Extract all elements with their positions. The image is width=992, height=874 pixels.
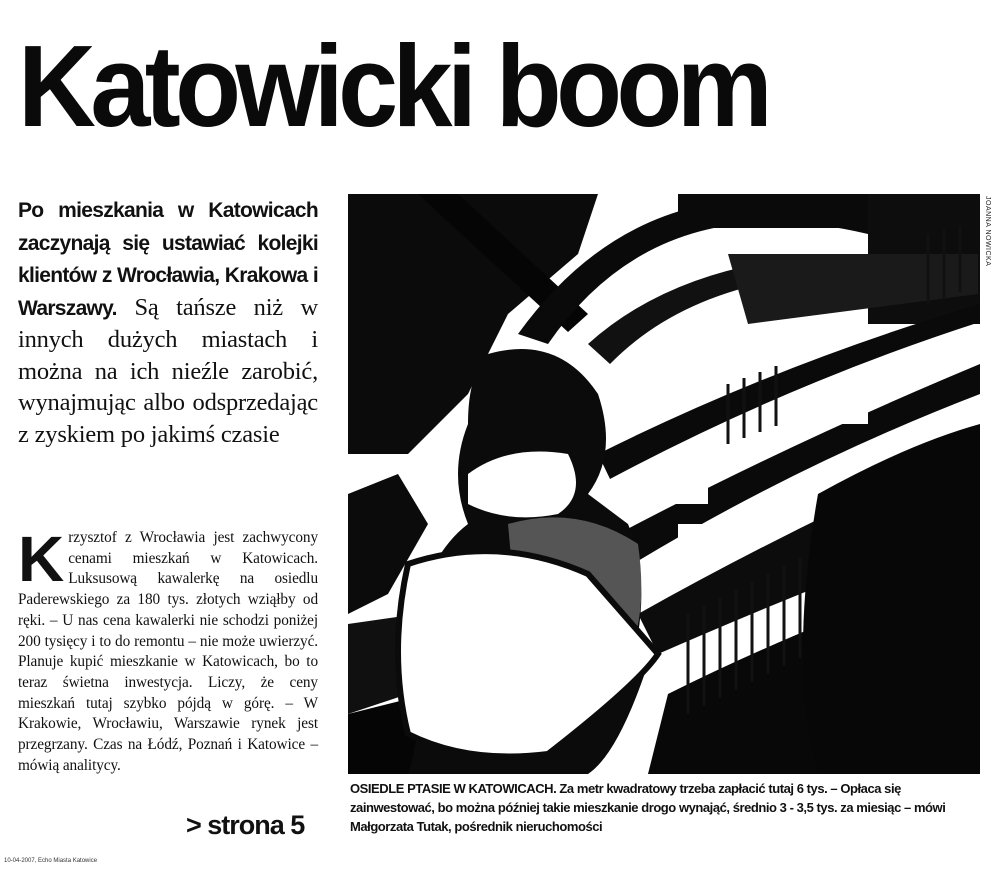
lead-paragraph (18, 194, 318, 450)
source-footer: 10-04-2007, Echo Miasta Katowice (4, 858, 98, 864)
article-photo (348, 194, 980, 774)
body-text-content: rzysztof z Wrocławia jest zachwycony cenami mieszkań w Katowicach. Luksusową kawalerkę na osiedlu Paderewskiego za 180 tys. złotych wziąłby od ręki. – U nas cena kawalerki nie schodzi poniżej 200 tysięcy i to do remontu – nie może uwierzyć. Planuje kupić mieszkanie w Katowicach, bo to teraz świetna inwestycja. Liczy, że ceny mieszkań tutaj szybko pójdą w górę. – W Krakowie, Wrocławiu, Warszawie rynek jest przegrzany. Czas na Łódź, Poznań i Katowice – mówią analitycy. (18, 529, 318, 774)
continued-on-page-link[interactable]: > strona 5 (186, 810, 305, 840)
lead-normal-text: Są tańsze niż w innych dużych miastach i można na ich nieźle zarobić, wynajmując albo odsprzedając z zyskiem po jakimś czasie (18, 293, 319, 448)
photo-building-with-balconies (348, 194, 980, 774)
lead-bold-text: Po mieszkania w Katowicach zaczynają się ustawiać kolejki klientów z Wrocławia, Krakowa i Warszawy. (18, 199, 318, 320)
photo-credit: JOANNA NOWICKA (984, 196, 991, 267)
caption-text: Za metr kwadratowy trzeba zapłacić tutaj 6 tys. – Opłaca się zainwestować, bo można później takie mieszkanie drogo wynająć, średnio 3 - 3,5 tys. za miesiąc – mówi Małgorzata Tutak, pośrednik nieruchomości (350, 781, 946, 834)
body-text (18, 523, 318, 776)
caption-head: OSIEDLE PTASIE W KATOWICACH. (350, 781, 557, 796)
drop-cap: K (18, 523, 63, 595)
photo-caption (350, 779, 980, 836)
headline: Katowicki boom (18, 21, 768, 151)
